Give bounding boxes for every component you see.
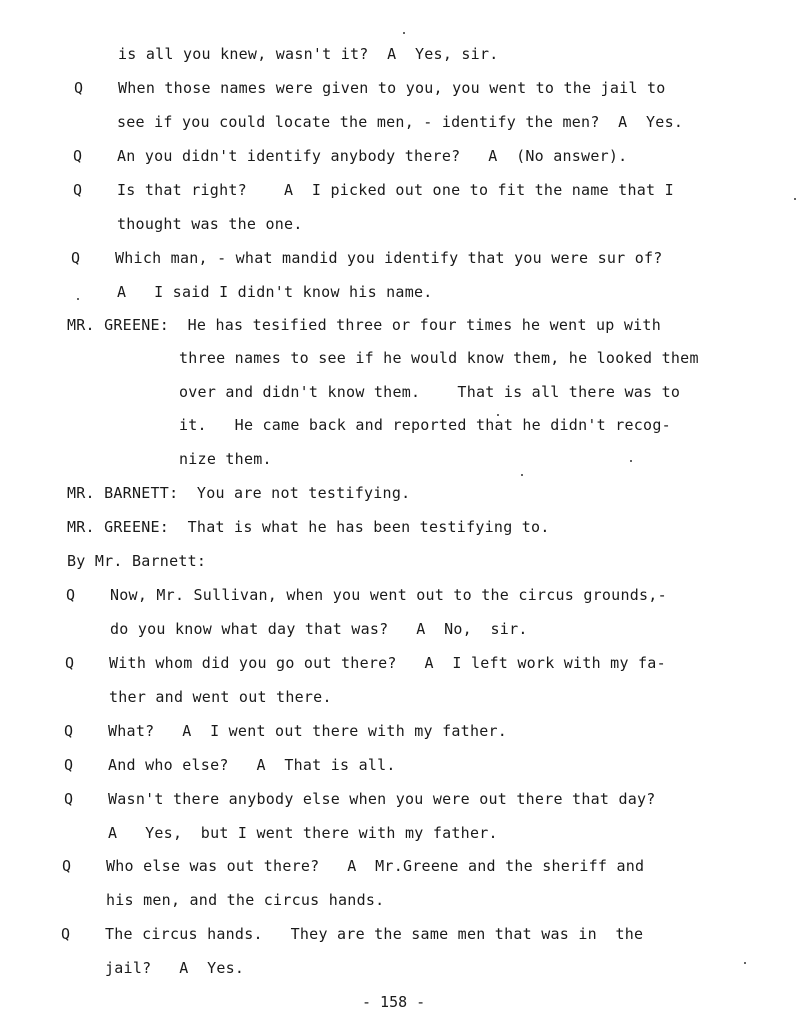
transcript-line: An you didn't identify anybody there? A (No answer). [117, 147, 628, 165]
scan-speck [794, 198, 796, 200]
transcript-line: is all you knew, wasn't it? A Yes, sir. [118, 45, 499, 63]
transcript-line: see if you could locate the men, - identify the men? A Yes. [117, 113, 684, 131]
transcript-line: With whom did you go out there? A I left work with my fa- [109, 654, 666, 672]
transcript-line: A I said I didn't know his name. [117, 283, 433, 301]
page-number: - 158 - [362, 993, 426, 1011]
transcript-line: What? A I went out there with my father. [108, 722, 508, 740]
transcript-line: jail? A Yes. [105, 959, 245, 977]
transcript-line: thought was the one. [117, 215, 303, 233]
transcript-line: When those names were given to you, you went to the jail to [118, 79, 666, 97]
transcript-line: MR. BARNETT: You are not testifying. [67, 484, 411, 502]
scan-speck [403, 32, 405, 34]
transcript-line: The circus hands. They are the same men that was in the [105, 925, 644, 943]
transcript-line: MR. GREENE: He has tesified three or four times he went up with [67, 316, 661, 334]
scan-speck [77, 298, 79, 300]
transcript-line: A Yes, but I went there with my father. [108, 824, 498, 842]
question-marker: Q [62, 857, 72, 875]
transcript-line: Now, Mr. Sullivan, when you went out to the circus grounds,- [110, 586, 667, 604]
scan-speck [521, 474, 523, 476]
transcript-line: And who else? A That is all. [108, 756, 396, 774]
transcript-line: over and didn't know them. That is all there was to [179, 383, 681, 401]
question-marker: Q [66, 586, 76, 604]
transcript-line: Which man, - what mandid you identify that you were sur of? [115, 249, 663, 267]
question-marker: Q [64, 722, 74, 740]
question-marker: Q [73, 181, 83, 199]
question-marker: Q [74, 79, 84, 97]
question-marker: Q [61, 925, 71, 943]
question-marker: Q [64, 756, 74, 774]
question-marker: Q [71, 249, 81, 267]
transcript-line: his men, and the circus hands. [106, 891, 385, 909]
question-marker: Q [64, 790, 74, 808]
transcript-line: three names to see if he would know them, he looked them [179, 349, 699, 367]
question-marker: Q [65, 654, 75, 672]
transcript-line: Wasn't there anybody else when you were out there that day? [108, 790, 656, 808]
transcript-line: Who else was out there? A Mr.Greene and the sheriff and [106, 857, 645, 875]
scan-speck [744, 962, 746, 964]
scan-speck [630, 460, 632, 462]
transcript-line: do you know what day that was? A No, sir. [110, 620, 528, 638]
transcript-line: MR. GREENE: That is what he has been testifying to. [67, 518, 550, 536]
scan-speck [497, 414, 499, 416]
transcript-line: it. He came back and reported that he didn't recog- [179, 416, 671, 434]
transcript-line: ther and went out there. [109, 688, 332, 706]
transcript-line: nize them. [179, 450, 272, 468]
transcript-line: Is that right? A I picked out one to fit the name that I [117, 181, 674, 199]
transcript-line: By Mr. Barnett: [67, 552, 207, 570]
question-marker: Q [73, 147, 83, 165]
